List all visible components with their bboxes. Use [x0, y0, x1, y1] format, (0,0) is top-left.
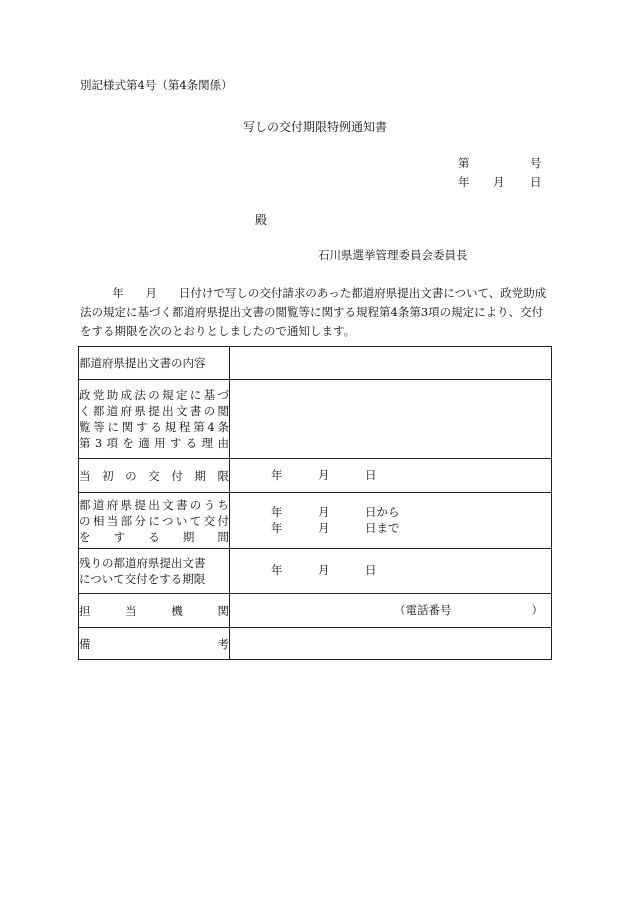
phone-open: （電話番号: [394, 602, 452, 617]
body-paragraph: [80, 284, 554, 341]
row-reason: [79, 380, 552, 459]
label-reason: 政党助成法の規定に基づ く都道府県提出文書の閲 覧等に関する規程第4条 第3項を適用する理由: [79, 380, 230, 459]
label-office: 担当機関: [79, 594, 230, 628]
row-remarks: [79, 628, 552, 660]
row-initial-deadline: [79, 459, 552, 493]
issue-date-month: 月: [493, 175, 505, 189]
label-document-content: 都道府県提出文書の内容: [79, 347, 230, 380]
issue-date-year: 年: [458, 175, 470, 189]
value-partial-period: 年 月 日から 年 月 日まで: [230, 493, 552, 549]
body-year: 年: [112, 286, 124, 300]
label-remaining-deadline: 残りの都道府県提出文書 について交付をする期限: [79, 549, 230, 594]
row-partial-period: [79, 493, 552, 549]
value-document-content: [230, 347, 552, 380]
document-number-suffix: 号: [530, 156, 542, 170]
row-remaining-deadline: [79, 549, 552, 594]
label-initial-deadline: 当初の交付期限: [79, 459, 230, 493]
value-remarks: [230, 628, 552, 660]
addressee-honorific: 殿: [255, 213, 268, 227]
value-office: [230, 594, 552, 628]
body-text: 日付けで写しの交付請求のあった都道府県提出文書について、政党助成法の規定に基づく都道府県提出文書の閲覧等に関する規程第4条第3項の規定により、交付をする期限を次のとおりとしましたので通知します。: [80, 286, 547, 338]
notice-table: [78, 346, 552, 660]
value-reason: [230, 380, 552, 459]
label-partial-period: 都道府県提出文書のうち の相当部分について交付 をする期間: [79, 493, 230, 549]
document-number-prefix: 第: [458, 156, 470, 170]
label-remarks: 備考: [79, 628, 230, 660]
body-month: 月: [145, 286, 158, 300]
row-office: [79, 594, 552, 628]
phone-close: ）: [531, 602, 543, 617]
document-title: 写しの交付期限特例通知書: [242, 120, 387, 134]
sender-name: 石川県選挙管理委員会委員長: [318, 248, 468, 262]
value-initial-deadline: 年 月 日: [230, 459, 552, 493]
row-document-content: [79, 347, 552, 380]
form-number-label: 別記様式第4号（第4条関係）: [80, 78, 233, 92]
issue-date-day: 日: [530, 175, 542, 189]
value-remaining-deadline: 年 月 日: [230, 549, 552, 594]
